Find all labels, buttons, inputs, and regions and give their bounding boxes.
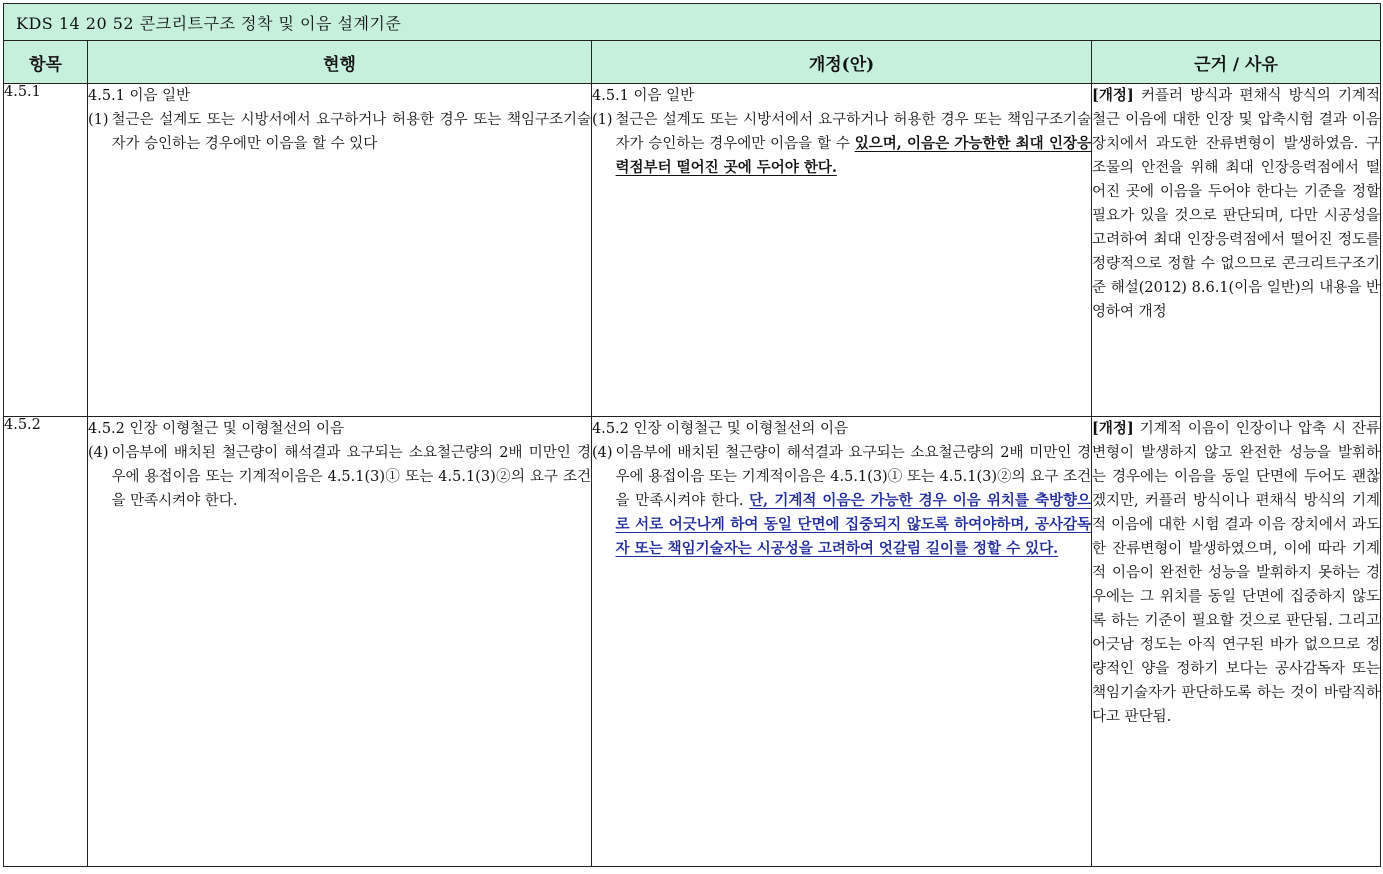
clause-text-original: 이음부에 배치된 철근량이 해석결과 요구되는 소요철근량의 2배 미만인 경우에 용접이음 또는 기계적이음은 4.5.1(3)① 또는 4.5.1(3)②의 요구 조건을 만족시켜야 한다.	[615, 445, 1091, 509]
changed-text: 단, 기계적 이음은 가능한 경우 이음 위치를 축방향으로 서로 어긋나게 하여 동일 단면에 집중되지 않도록 하여야하며, 공사감독자 또는 책임기술자는 시공성을 고려하여 엇갈림 길이를 정할 수 있다.	[615, 492, 1091, 557]
revision-table	[3, 3, 1381, 867]
header-reason: 근거 / 사유	[1092, 41, 1381, 84]
clause-text	[616, 108, 1091, 180]
header-row	[4, 41, 1381, 84]
clause	[88, 441, 591, 513]
header-current: 현행	[88, 41, 592, 84]
clause-text	[616, 441, 1091, 561]
clause-number: (4)	[592, 445, 613, 461]
section-heading: 4.5.1 이음 일반	[592, 88, 695, 104]
revision-tag: [개정]	[1092, 87, 1134, 104]
clause-number: (1)	[88, 112, 109, 128]
current-cell	[88, 84, 592, 417]
clause	[592, 108, 1091, 180]
document-title: KDS 14 20 52 콘크리트구조 정착 및 이음 설계기준	[4, 4, 1381, 41]
section-heading: 4.5.1 이음 일반	[88, 88, 191, 104]
reason-body: 커플러 방식과 편채식 방식의 기계적 철근 이음에 대한 인장 및 압축시험 결과 이음 장치에서 과도한 잔류변형이 발생하였음. 구조물의 안전을 위해 최대 인장응력점에서 떨어진 곳에 이음을 두어야 한다는 기준을 정할 필요가 있을 것으로 판단되며, 다만 시공성을 고려하여 최대 인장응력점에서 떨어진 정도를 정량적으로 정할 수 없으므로 콘크리트구조기준 해설(2012) 8.6.1(이음 일반)의 내용을 반영하여 개정	[1092, 88, 1381, 320]
clause-number: (4)	[88, 445, 109, 461]
item-code: 4.5.1	[4, 84, 88, 417]
reason-text	[1092, 84, 1380, 324]
clause-text: 철근은 설계도 또는 시방서에서 요구하거나 허용한 경우 또는 책임구조기술자가 승인하는 경우에만 이음을 할 수 있다	[111, 112, 591, 152]
revised-cell	[592, 417, 1092, 867]
clause	[592, 441, 1091, 561]
item-code: 4.5.2	[4, 417, 88, 867]
reason-body: 기계적 이음이 인장이나 압축 시 잔류변형이 발생하지 않고 완전한 성능을 발휘하는 경우에는 이음을 동일 단면에 두어도 괜찮겠지만, 커플러 방식이나 편채식 방식의 기계적 이음에 대한 시험 결과 이음 장치에서 과도한 잔류변형이 발생하였으며, 이에 따라 기계적 이음이 완전한 성능을 발휘하지 못하는 경우에는 그 위치를 동일 단면에 집중하지 않도록 하는 기준이 필요할 것으로 판단됨. 그리고 어긋남 정도는 아직 연구된 바가 없으므로 정량적인 양을 정하기 보다는 공사감독자 또는 책임기술자가 판단하도록 하는 것이 바람직하다고 판단됨.	[1092, 421, 1381, 725]
revision-tag: [개정]	[1092, 420, 1134, 437]
changed-text: 있으며, 이음은 가능한한 최대 인장응력점부터 떨어진 곳에 두어야 한다.	[615, 135, 1091, 176]
table-row	[4, 84, 1381, 417]
clause	[88, 108, 591, 156]
section-heading: 4.5.2 인장 이형철근 및 이형철선의 이음	[88, 421, 345, 437]
table-row	[4, 417, 1381, 867]
title-row	[4, 4, 1381, 41]
reason-text	[1092, 417, 1380, 729]
section-heading: 4.5.2 인장 이형철근 및 이형철선의 이음	[592, 421, 849, 437]
reason-cell	[1092, 84, 1381, 417]
revised-cell	[592, 84, 1092, 417]
reason-cell	[1092, 417, 1381, 867]
clause-number: (1)	[592, 112, 613, 128]
header-item: 항목	[4, 41, 88, 84]
clause-text: 이음부에 배치된 철근량이 해석결과 요구되는 소요철근량의 2배 미만인 경우에 용접이음 또는 기계적이음은 4.5.1(3)① 또는 4.5.1(3)②의 요구 조건을 만족시켜야 한다.	[111, 445, 591, 509]
clause-text-original: 철근은 설계도 또는 시방서에서 요구하거나 허용한 경우 또는 책임구조기술자가 승인하는 경우에만 이음을 할 수	[615, 112, 1091, 152]
current-cell	[88, 417, 592, 867]
header-revised: 개정(안)	[592, 41, 1092, 84]
